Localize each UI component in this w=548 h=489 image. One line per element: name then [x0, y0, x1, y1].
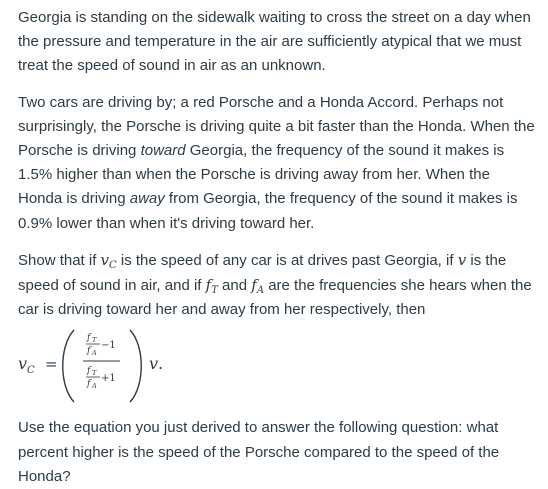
left-paren — [63, 330, 74, 402]
show-text-1: Show that if — [18, 251, 101, 269]
eq-period: . — [158, 354, 164, 374]
num-sub-a: A — [92, 349, 97, 358]
emphasis-away: away — [129, 190, 165, 208]
show-text-5: are the frequencies she hears when the car is driving toward her and away from her respectively, then — [18, 277, 532, 319]
paragraph-question: Use the equation you just derived to answer the following question: what percent higher is the speed of the Porsche compared to the speed of the Honda? — [18, 419, 500, 485]
num-sub-t: T — [92, 336, 97, 345]
show-text-2: is the speed of any car is at drives past Georgia, if — [116, 251, 458, 269]
den-f-bottom: f — [87, 379, 91, 390]
num-minus-one: −1 — [101, 340, 116, 352]
paragraph-show-that — [18, 248, 538, 323]
math-sub-c: C — [109, 259, 117, 271]
math-ft — [205, 276, 218, 297]
paragraph-cars — [18, 91, 538, 236]
eq-equals: = — [45, 355, 58, 374]
eq-lhs-v: v — [18, 354, 28, 374]
den-f-top: f — [87, 366, 91, 377]
cars-text-1: Two cars are driving by; a red Porsche and a Honda Accord. Perhaps not surprisingly, the Porsche is driving quite a bit faster than the Honda. When the Porsche is driving — [18, 93, 535, 160]
math-f: f — [251, 276, 257, 295]
math-v: v — [100, 250, 110, 269]
num-f-top: f — [87, 333, 91, 344]
equation-graphic — [18, 328, 218, 404]
emphasis-toward: toward — [140, 142, 186, 160]
eq-lhs-sub: C — [27, 365, 35, 377]
math-f: f — [205, 276, 212, 295]
cars-text-3: from Georgia, the frequency of the sound it makes is 0.9% lower than when it's driving toward her. — [18, 190, 518, 232]
show-text-4: and — [217, 277, 252, 295]
cars-text-2: Georgia, the frequency of the sound it makes is 1.5% higher than when the Porsche is driving away from her. When the Honda is driving — [18, 142, 505, 208]
right-paren — [130, 330, 141, 402]
den-sub-t: T — [92, 369, 97, 378]
math-fa — [251, 276, 265, 297]
den-sub-a: A — [92, 382, 97, 391]
math-sub-t: T — [211, 285, 218, 297]
math-sub-a: A — [256, 285, 265, 297]
velocity-equation — [18, 328, 538, 404]
math-vc — [101, 251, 117, 269]
den-plus-one: +1 — [101, 373, 116, 385]
paragraph-setup: Georgia is standing on the sidewalk waiting to cross the street on a day when the pressure and temperature in the air are sufficiently atypical that we must treat the speed of sound in air as an unknown. — [18, 9, 531, 75]
math-v-sound: v — [457, 250, 467, 269]
eq-rhs-v: v — [149, 354, 159, 374]
num-f-bottom: f — [87, 346, 91, 357]
show-text-3: is the speed of sound in air, and if — [18, 251, 507, 295]
